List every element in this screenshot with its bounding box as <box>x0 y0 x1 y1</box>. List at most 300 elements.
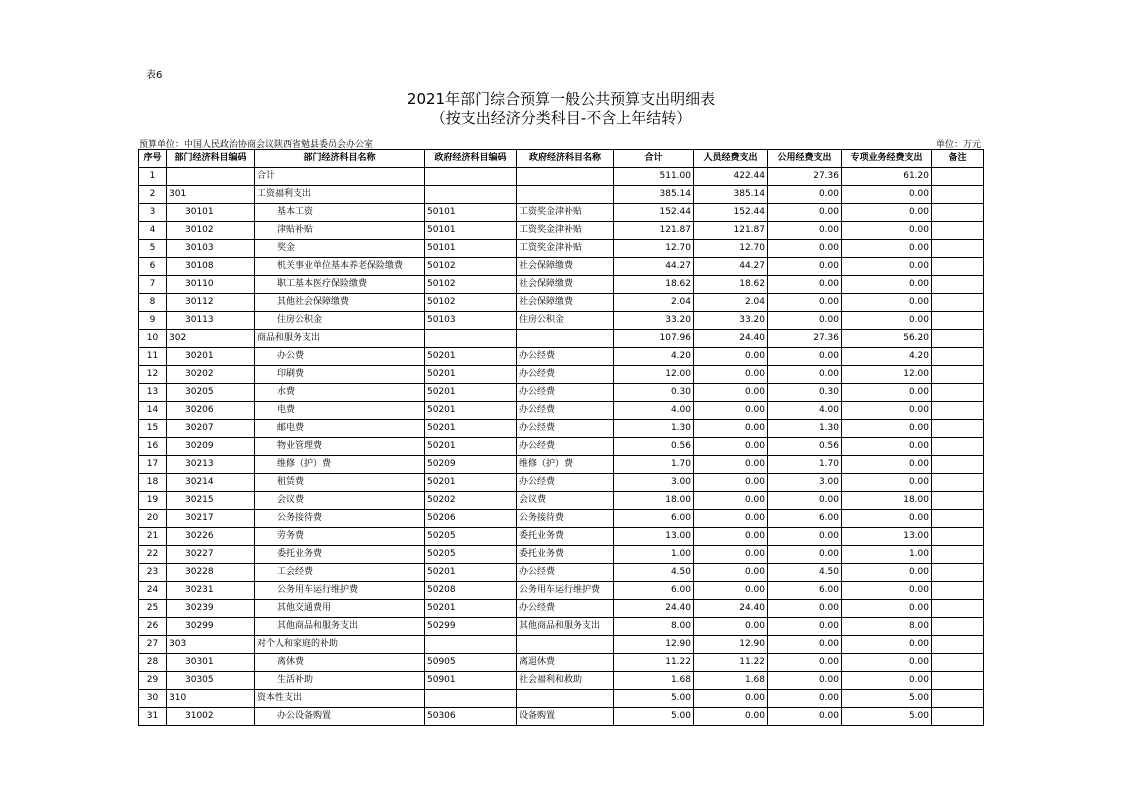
cell-total-amount: 0.56 <box>614 438 694 456</box>
col-header-special: 专项业务经费支出 <box>842 150 932 168</box>
cell-dept-code: 30110 <box>167 276 255 294</box>
col-header-dept-code: 部门经济科目编码 <box>167 150 255 168</box>
cell-gov-name: 工资奖金津补贴 <box>517 240 614 258</box>
table-row <box>139 672 984 690</box>
cell-gov-name: 工资奖金津补贴 <box>517 204 614 222</box>
cell-special-amount: 0.00 <box>842 402 932 420</box>
cell-gov-name: 委托业务费 <box>517 546 614 564</box>
cell-dept-code: 30217 <box>167 510 255 528</box>
cell-special-amount: 0.00 <box>842 456 932 474</box>
cell-gov-name: 社会保障缴费 <box>517 258 614 276</box>
cell-dept-code: 30231 <box>167 582 255 600</box>
cell-dept-name: 委托业务费 <box>255 546 425 564</box>
cell-dept-name: 劳务费 <box>255 528 425 546</box>
cell-personnel-amount: 24.40 <box>694 600 768 618</box>
cell-gov-code: 50101 <box>425 222 517 240</box>
cell-note <box>932 690 984 708</box>
cell-personnel-amount: 0.00 <box>694 564 768 582</box>
table-row <box>139 186 984 204</box>
cell-dept-name: 物业管理费 <box>255 438 425 456</box>
cell-dept-code: 31002 <box>167 708 255 726</box>
cell-public-amount: 0.00 <box>768 528 842 546</box>
table-row <box>139 654 984 672</box>
cell-total-amount: 5.00 <box>614 708 694 726</box>
cell-dept-code: 30201 <box>167 348 255 366</box>
cell-gov-code <box>425 690 517 708</box>
cell-special-amount: 61.20 <box>842 168 932 186</box>
cell-gov-name: 其他商品和服务支出 <box>517 618 614 636</box>
cell-dept-name: 工资福利支出 <box>255 186 425 204</box>
expenditure-table <box>138 149 984 726</box>
cell-gov-code: 50102 <box>425 258 517 276</box>
cell-public-amount: 4.50 <box>768 564 842 582</box>
cell-personnel-amount: 0.00 <box>694 708 768 726</box>
cell-note <box>932 564 984 582</box>
cell-row-number: 21 <box>139 528 167 546</box>
cell-personnel-amount: 33.20 <box>694 312 768 330</box>
cell-personnel-amount: 0.00 <box>694 384 768 402</box>
cell-note <box>932 636 984 654</box>
cell-gov-name: 社会福利和救助 <box>517 672 614 690</box>
cell-public-amount: 0.00 <box>768 492 842 510</box>
cell-special-amount: 0.00 <box>842 474 932 492</box>
cell-personnel-amount: 1.68 <box>694 672 768 690</box>
cell-special-amount: 4.20 <box>842 348 932 366</box>
table-row <box>139 582 984 600</box>
cell-gov-code: 50206 <box>425 510 517 528</box>
cell-gov-name <box>517 636 614 654</box>
col-header-public: 公用经费支出 <box>768 150 842 168</box>
cell-dept-code: 30299 <box>167 618 255 636</box>
cell-personnel-amount: 152.44 <box>694 204 768 222</box>
cell-row-number: 27 <box>139 636 167 654</box>
cell-gov-name: 社会保障缴费 <box>517 276 614 294</box>
cell-dept-name: 基本工资 <box>255 204 425 222</box>
cell-gov-name <box>517 690 614 708</box>
cell-dept-name: 会议费 <box>255 492 425 510</box>
cell-dept-name: 维修（护）费 <box>255 456 425 474</box>
cell-personnel-amount: 12.70 <box>694 240 768 258</box>
table-row <box>139 258 984 276</box>
cell-public-amount: 0.00 <box>768 312 842 330</box>
cell-row-number: 26 <box>139 618 167 636</box>
table-row <box>139 474 984 492</box>
cell-personnel-amount: 422.44 <box>694 168 768 186</box>
cell-row-number: 17 <box>139 456 167 474</box>
cell-gov-name: 办公经费 <box>517 474 614 492</box>
cell-note <box>932 222 984 240</box>
cell-row-number: 25 <box>139 600 167 618</box>
cell-gov-code: 50201 <box>425 348 517 366</box>
cell-special-amount: 18.00 <box>842 492 932 510</box>
cell-public-amount: 0.00 <box>768 222 842 240</box>
table-row <box>139 294 984 312</box>
cell-personnel-amount: 0.00 <box>694 618 768 636</box>
cell-row-number: 11 <box>139 348 167 366</box>
table-row <box>139 384 984 402</box>
table-row <box>139 204 984 222</box>
cell-personnel-amount: 0.00 <box>694 492 768 510</box>
cell-total-amount: 4.50 <box>614 564 694 582</box>
cell-personnel-amount: 24.40 <box>694 330 768 348</box>
cell-row-number: 16 <box>139 438 167 456</box>
cell-note <box>932 456 984 474</box>
cell-gov-code: 50209 <box>425 456 517 474</box>
cell-dept-code: 30102 <box>167 222 255 240</box>
table-body <box>139 168 984 726</box>
cell-gov-code: 50205 <box>425 528 517 546</box>
cell-gov-name <box>517 330 614 348</box>
cell-special-amount: 0.00 <box>842 204 932 222</box>
cell-special-amount: 0.00 <box>842 654 932 672</box>
cell-gov-name: 办公经费 <box>517 420 614 438</box>
cell-total-amount: 385.14 <box>614 186 694 204</box>
cell-special-amount: 0.00 <box>842 240 932 258</box>
cell-note <box>932 528 984 546</box>
cell-gov-name: 公务接待费 <box>517 510 614 528</box>
table-row <box>139 690 984 708</box>
cell-dept-name: 其他商品和服务支出 <box>255 618 425 636</box>
cell-total-amount: 13.00 <box>614 528 694 546</box>
cell-public-amount: 0.00 <box>768 600 842 618</box>
cell-dept-name: 对个人和家庭的补助 <box>255 636 425 654</box>
cell-dept-code: 30305 <box>167 672 255 690</box>
page-subtitle: （按支出经济分类科目-不含上年结转） <box>430 109 692 127</box>
table-row <box>139 546 984 564</box>
table-row <box>139 312 984 330</box>
cell-note <box>932 312 984 330</box>
cell-gov-name: 办公经费 <box>517 348 614 366</box>
cell-public-amount: 27.36 <box>768 330 842 348</box>
cell-public-amount: 0.56 <box>768 438 842 456</box>
cell-public-amount: 4.00 <box>768 402 842 420</box>
cell-note <box>932 582 984 600</box>
cell-dept-code: 301 <box>167 186 255 204</box>
cell-total-amount: 6.00 <box>614 510 694 528</box>
cell-note <box>932 546 984 564</box>
cell-total-amount: 11.22 <box>614 654 694 672</box>
cell-dept-name: 离休费 <box>255 654 425 672</box>
table-row <box>139 330 984 348</box>
cell-row-number: 13 <box>139 384 167 402</box>
cell-dept-name: 合计 <box>255 168 425 186</box>
cell-total-amount: 4.00 <box>614 402 694 420</box>
cell-total-amount: 0.30 <box>614 384 694 402</box>
cell-row-number: 2 <box>139 186 167 204</box>
cell-public-amount: 27.36 <box>768 168 842 186</box>
cell-dept-name: 津贴补贴 <box>255 222 425 240</box>
cell-special-amount: 56.20 <box>842 330 932 348</box>
cell-dept-code: 30213 <box>167 456 255 474</box>
cell-row-number: 4 <box>139 222 167 240</box>
cell-gov-code: 50101 <box>425 204 517 222</box>
cell-dept-name: 工会经费 <box>255 564 425 582</box>
cell-dept-code: 30215 <box>167 492 255 510</box>
cell-note <box>932 420 984 438</box>
sheet-label: 表6 <box>146 70 163 81</box>
cell-dept-code: 30206 <box>167 402 255 420</box>
cell-dept-name: 办公费 <box>255 348 425 366</box>
cell-gov-name: 办公经费 <box>517 438 614 456</box>
cell-row-number: 3 <box>139 204 167 222</box>
cell-total-amount: 107.96 <box>614 330 694 348</box>
table-row <box>139 456 984 474</box>
cell-gov-name: 公务用车运行维护费 <box>517 582 614 600</box>
cell-note <box>932 474 984 492</box>
cell-total-amount: 44.27 <box>614 258 694 276</box>
col-header-dept-name: 部门经济科目名称 <box>255 150 425 168</box>
cell-personnel-amount: 121.87 <box>694 222 768 240</box>
cell-dept-code: 30101 <box>167 204 255 222</box>
cell-special-amount: 0.00 <box>842 636 932 654</box>
cell-personnel-amount: 11.22 <box>694 654 768 672</box>
col-header-gov-name: 政府经济科目名称 <box>517 150 614 168</box>
cell-personnel-amount: 12.90 <box>694 636 768 654</box>
cell-total-amount: 12.90 <box>614 636 694 654</box>
cell-note <box>932 366 984 384</box>
cell-public-amount: 0.00 <box>768 204 842 222</box>
table-row <box>139 438 984 456</box>
cell-special-amount: 0.00 <box>842 276 932 294</box>
cell-gov-name: 离退休费 <box>517 654 614 672</box>
cell-note <box>932 672 984 690</box>
cell-dept-name: 机关事业单位基本养老保险缴费 <box>255 258 425 276</box>
cell-personnel-amount: 385.14 <box>694 186 768 204</box>
cell-public-amount: 3.00 <box>768 474 842 492</box>
cell-special-amount: 0.00 <box>842 672 932 690</box>
cell-total-amount: 2.04 <box>614 294 694 312</box>
table-row <box>139 510 984 528</box>
table-row <box>139 366 984 384</box>
cell-dept-code: 30103 <box>167 240 255 258</box>
cell-gov-code: 50208 <box>425 582 517 600</box>
cell-gov-name: 办公经费 <box>517 366 614 384</box>
cell-personnel-amount: 0.00 <box>694 510 768 528</box>
cell-note <box>932 204 984 222</box>
cell-special-amount: 5.00 <box>842 708 932 726</box>
cell-total-amount: 1.00 <box>614 546 694 564</box>
cell-gov-code: 50201 <box>425 474 517 492</box>
cell-gov-code: 50102 <box>425 276 517 294</box>
col-header-total: 合计 <box>614 150 694 168</box>
cell-public-amount: 0.00 <box>768 348 842 366</box>
cell-dept-code: 30209 <box>167 438 255 456</box>
cell-dept-code: 30226 <box>167 528 255 546</box>
cell-personnel-amount: 0.00 <box>694 402 768 420</box>
cell-dept-name: 公务用车运行维护费 <box>255 582 425 600</box>
cell-dept-code: 30202 <box>167 366 255 384</box>
table-row <box>139 492 984 510</box>
cell-total-amount: 511.00 <box>614 168 694 186</box>
cell-special-amount: 0.00 <box>842 186 932 204</box>
cell-row-number: 9 <box>139 312 167 330</box>
cell-gov-code: 50306 <box>425 708 517 726</box>
cell-gov-name: 工资奖金津补贴 <box>517 222 614 240</box>
cell-gov-code: 50201 <box>425 600 517 618</box>
table-header-row <box>139 150 984 168</box>
cell-dept-code: 30301 <box>167 654 255 672</box>
cell-note <box>932 618 984 636</box>
table-row <box>139 564 984 582</box>
cell-dept-code: 310 <box>167 690 255 708</box>
cell-gov-code: 50201 <box>425 438 517 456</box>
cell-gov-code: 50102 <box>425 294 517 312</box>
cell-special-amount: 0.00 <box>842 258 932 276</box>
cell-note <box>932 510 984 528</box>
cell-dept-name: 办公设备购置 <box>255 708 425 726</box>
cell-public-amount: 0.00 <box>768 258 842 276</box>
cell-gov-code: 50201 <box>425 384 517 402</box>
cell-total-amount: 1.70 <box>614 456 694 474</box>
cell-gov-code: 50103 <box>425 312 517 330</box>
col-header-gov-code: 政府经济科目编码 <box>425 150 517 168</box>
table-row <box>139 402 984 420</box>
table-row <box>139 528 984 546</box>
cell-public-amount: 0.00 <box>768 690 842 708</box>
cell-dept-name: 商品和服务支出 <box>255 330 425 348</box>
cell-total-amount: 12.00 <box>614 366 694 384</box>
cell-note <box>932 708 984 726</box>
table-row <box>139 618 984 636</box>
cell-note <box>932 294 984 312</box>
cell-special-amount: 8.00 <box>842 618 932 636</box>
cell-dept-name: 生活补助 <box>255 672 425 690</box>
cell-total-amount: 8.00 <box>614 618 694 636</box>
cell-personnel-amount: 0.00 <box>694 528 768 546</box>
cell-gov-code: 50205 <box>425 546 517 564</box>
cell-total-amount: 24.40 <box>614 600 694 618</box>
table-row <box>139 168 984 186</box>
cell-gov-name: 办公经费 <box>517 564 614 582</box>
cell-dept-code: 30239 <box>167 600 255 618</box>
cell-dept-code: 30214 <box>167 474 255 492</box>
table-row <box>139 420 984 438</box>
cell-dept-code: 30108 <box>167 258 255 276</box>
cell-personnel-amount: 0.00 <box>694 474 768 492</box>
cell-public-amount: 0.00 <box>768 654 842 672</box>
cell-note <box>932 402 984 420</box>
cell-gov-name: 委托业务费 <box>517 528 614 546</box>
cell-gov-name <box>517 186 614 204</box>
cell-dept-name: 水费 <box>255 384 425 402</box>
table-row <box>139 636 984 654</box>
cell-public-amount: 6.00 <box>768 510 842 528</box>
cell-dept-code: 303 <box>167 636 255 654</box>
cell-row-number: 22 <box>139 546 167 564</box>
cell-special-amount: 0.00 <box>842 384 932 402</box>
cell-gov-name: 办公经费 <box>517 402 614 420</box>
table-row <box>139 222 984 240</box>
cell-total-amount: 33.20 <box>614 312 694 330</box>
cell-total-amount: 121.87 <box>614 222 694 240</box>
cell-public-amount: 0.00 <box>768 276 842 294</box>
cell-gov-code: 50201 <box>425 402 517 420</box>
cell-public-amount: 0.30 <box>768 384 842 402</box>
cell-dept-name: 印刷费 <box>255 366 425 384</box>
cell-total-amount: 4.20 <box>614 348 694 366</box>
cell-dept-code: 30112 <box>167 294 255 312</box>
cell-row-number: 14 <box>139 402 167 420</box>
cell-personnel-amount: 0.00 <box>694 438 768 456</box>
cell-gov-name: 社会保障缴费 <box>517 294 614 312</box>
cell-special-amount: 12.00 <box>842 366 932 384</box>
cell-public-amount: 0.00 <box>768 708 842 726</box>
cell-row-number: 24 <box>139 582 167 600</box>
cell-dept-name: 其他交通费用 <box>255 600 425 618</box>
cell-note <box>932 492 984 510</box>
cell-public-amount: 0.00 <box>768 672 842 690</box>
cell-dept-code <box>167 168 255 186</box>
cell-dept-code: 30113 <box>167 312 255 330</box>
cell-gov-name: 办公经费 <box>517 600 614 618</box>
cell-note <box>932 348 984 366</box>
col-header-personnel: 人员经费支出 <box>694 150 768 168</box>
cell-note <box>932 240 984 258</box>
cell-special-amount: 5.00 <box>842 690 932 708</box>
cell-dept-code: 30205 <box>167 384 255 402</box>
cell-total-amount: 1.68 <box>614 672 694 690</box>
cell-row-number: 7 <box>139 276 167 294</box>
cell-gov-code: 50202 <box>425 492 517 510</box>
cell-dept-name: 租赁费 <box>255 474 425 492</box>
cell-gov-name: 会议费 <box>517 492 614 510</box>
cell-special-amount: 0.00 <box>842 294 932 312</box>
cell-personnel-amount: 0.00 <box>694 420 768 438</box>
cell-public-amount: 0.00 <box>768 366 842 384</box>
cell-row-number: 15 <box>139 420 167 438</box>
cell-personnel-amount: 0.00 <box>694 456 768 474</box>
cell-gov-code: 50101 <box>425 240 517 258</box>
currency-unit-label: 单位：万元 <box>935 140 981 150</box>
cell-dept-name: 其他社会保障缴费 <box>255 294 425 312</box>
cell-note <box>932 654 984 672</box>
cell-gov-code: 50905 <box>425 654 517 672</box>
cell-gov-name <box>517 168 614 186</box>
cell-personnel-amount: 18.62 <box>694 276 768 294</box>
col-header-no: 序号 <box>139 150 167 168</box>
table-row <box>139 708 984 726</box>
cell-personnel-amount: 2.04 <box>694 294 768 312</box>
cell-total-amount: 3.00 <box>614 474 694 492</box>
cell-row-number: 12 <box>139 366 167 384</box>
cell-row-number: 1 <box>139 168 167 186</box>
cell-public-amount: 0.00 <box>768 546 842 564</box>
cell-note <box>932 186 984 204</box>
cell-total-amount: 1.30 <box>614 420 694 438</box>
cell-row-number: 28 <box>139 654 167 672</box>
cell-special-amount: 0.00 <box>842 582 932 600</box>
cell-dept-code: 302 <box>167 330 255 348</box>
cell-row-number: 31 <box>139 708 167 726</box>
cell-special-amount: 0.00 <box>842 600 932 618</box>
cell-public-amount: 0.00 <box>768 618 842 636</box>
page-title: 2021年部门综合预算一般公共预算支出明细表 <box>406 90 716 108</box>
cell-total-amount: 152.44 <box>614 204 694 222</box>
cell-gov-name: 维修（护）费 <box>517 456 614 474</box>
cell-public-amount: 0.00 <box>768 636 842 654</box>
cell-row-number: 29 <box>139 672 167 690</box>
cell-gov-code: 50201 <box>425 564 517 582</box>
cell-total-amount: 6.00 <box>614 582 694 600</box>
cell-public-amount: 6.00 <box>768 582 842 600</box>
cell-special-amount: 0.00 <box>842 420 932 438</box>
cell-public-amount: 0.00 <box>768 186 842 204</box>
cell-gov-code: 50901 <box>425 672 517 690</box>
cell-note <box>932 384 984 402</box>
cell-public-amount: 0.00 <box>768 294 842 312</box>
cell-row-number: 10 <box>139 330 167 348</box>
cell-dept-code: 30227 <box>167 546 255 564</box>
